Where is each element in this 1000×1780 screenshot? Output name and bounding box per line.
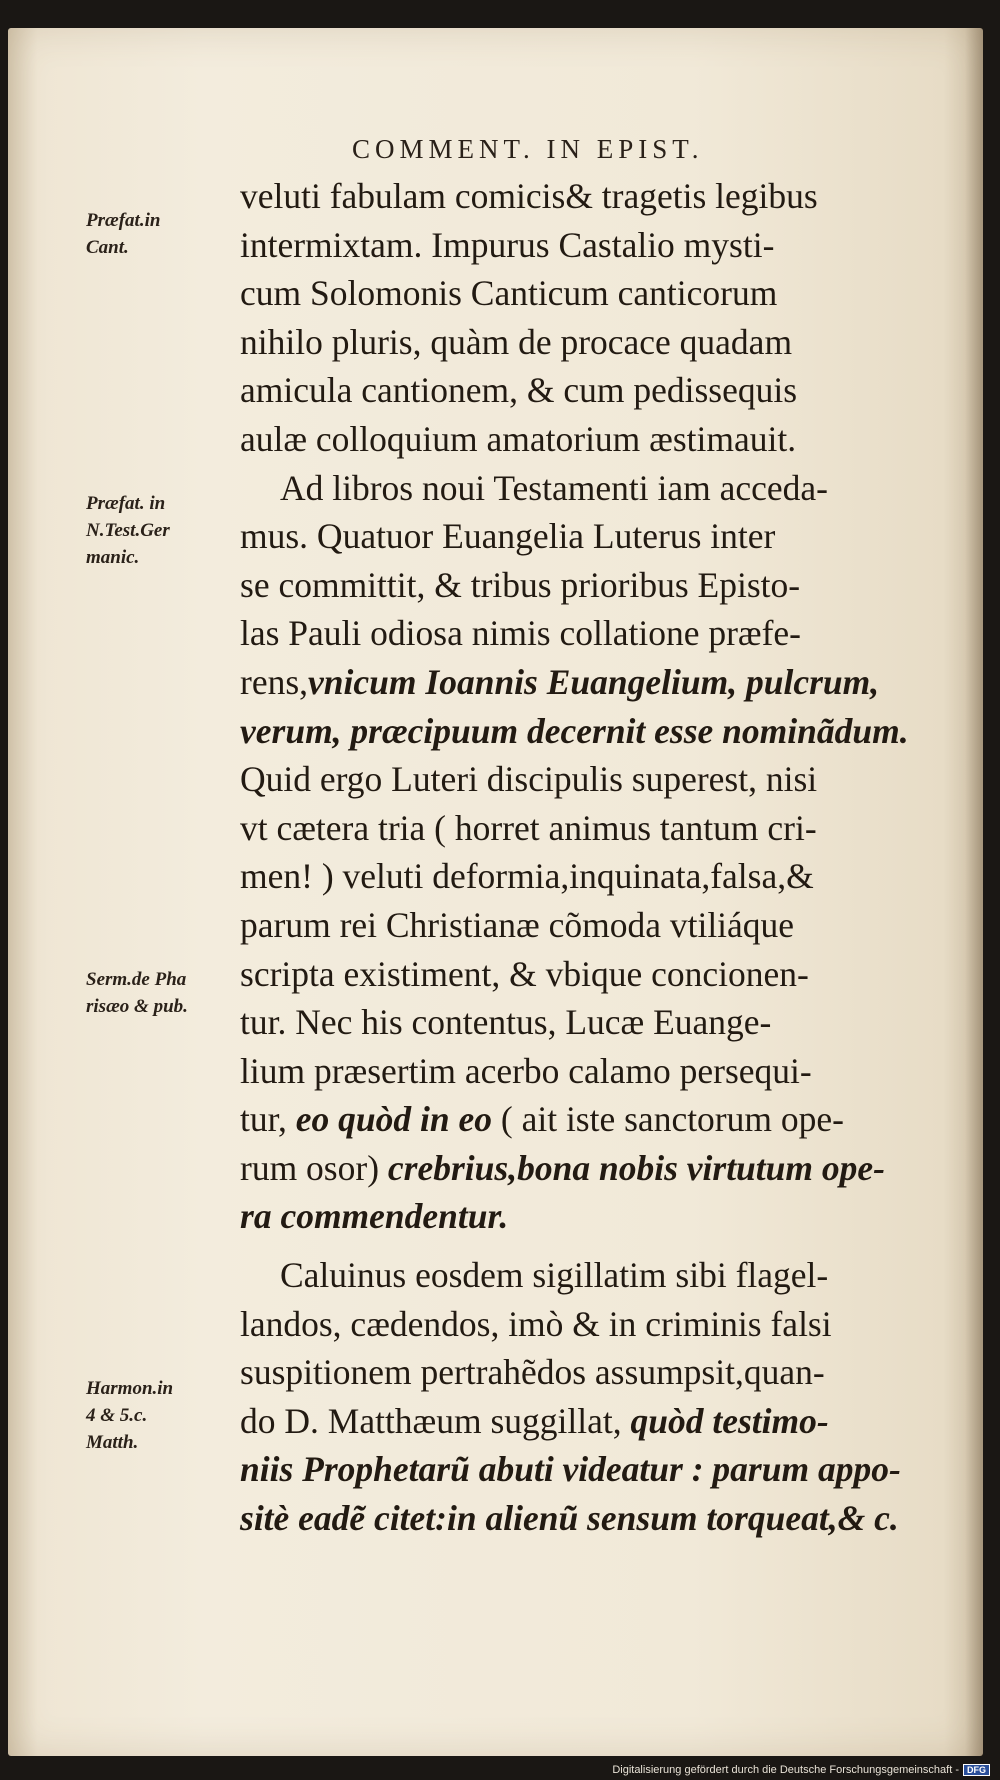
marginal-note: Serm.de Pha risæo & pub. xyxy=(86,969,188,1017)
text-line: scripta existiment, & vbique concionen- xyxy=(240,953,809,994)
marginal-note: Harmon.in 4 & 5.c. Matth. xyxy=(86,1378,174,1453)
text-run: tur, xyxy=(240,1099,296,1140)
text-line: tur. Nec his contentus, Lucæ Euange- xyxy=(240,1002,772,1043)
text-line: sitè eadẽ citet:in alienũ sensum torqueat,& c. xyxy=(240,1498,899,1539)
text-line xyxy=(240,1095,925,1144)
text-line: lium præsertim acerbo calamo persequi- xyxy=(240,1050,812,1091)
italic-run: eo quòd in eo xyxy=(295,1099,493,1140)
text-line: ra commendentur. xyxy=(240,1196,509,1237)
text-line: aulæ colloquium amatorium æstimauit. xyxy=(240,418,797,459)
text-line: nihilo pluris, quàm de procace quadam xyxy=(240,321,793,362)
text-run: rens, xyxy=(240,661,309,702)
italic-run: vnicum Ioannis Euangelium, pulcrum, xyxy=(308,661,880,702)
text-run: do D. Matthæum suggillat, xyxy=(240,1400,631,1441)
text-line: veluti fabulam comicis& tragetis legibus xyxy=(240,176,818,216)
main-text-block xyxy=(240,172,925,1543)
text-line: men! ) veluti deformia,inquinata,falsa,& xyxy=(240,856,814,897)
text-run: ( ait iste sanctorum ope- xyxy=(492,1099,844,1140)
text-line: parum rei Christianæ cõmoda vtiliáque xyxy=(240,904,795,945)
text-line xyxy=(240,1144,925,1193)
marginal-note: Præfat. in N.Test.Ger manic. xyxy=(86,493,170,568)
text-line: mus. Quatuor Euangelia Luterus inter xyxy=(240,516,776,557)
text-line: suspitionem pertrahẽdos assumpsit,quan- xyxy=(240,1352,825,1393)
text-line: cum Solomonis Canticum canticorum xyxy=(240,273,778,314)
text-line: vt cætera tria ( horret animus tantum cri- xyxy=(240,807,817,848)
text-line: Ad libros noui Testamenti iam acceda- xyxy=(280,467,828,508)
italic-run: quòd testimo- xyxy=(630,1400,829,1441)
text-line: se committit, & tribus prioribus Episto- xyxy=(240,564,801,605)
text-line: verum, præcipuum decernit esse nominãdum. xyxy=(240,710,909,751)
text-run: rum osor) xyxy=(240,1147,388,1188)
marginal-note: Præfat.in Cant. xyxy=(86,210,161,258)
running-header: COMMENT. IN EPIST. xyxy=(352,134,704,164)
italic-run: crebrius,bona nobis virtutum ope- xyxy=(387,1147,885,1188)
text-line: Quid ergo Luteri discipulis superest, nisi xyxy=(240,759,818,800)
credit-text: Digitalisierung gefördert durch die Deutsche Forschungsgemeinschaft - xyxy=(612,1764,959,1776)
digitization-credit xyxy=(612,1764,990,1776)
dfg-logo-icon: DFG xyxy=(963,1764,990,1776)
text-line: amicula cantionem, & cum pedissequis xyxy=(240,370,798,411)
paragraph-gap xyxy=(240,1241,925,1251)
text-line: niis Prophetarũ abuti videatur : parum appo- xyxy=(240,1449,901,1490)
text-line: las Pauli odiosa nimis collatione præfe- xyxy=(240,613,801,654)
text-line: Caluinus eosdem sigillatim sibi flagel- xyxy=(280,1255,829,1296)
text-line xyxy=(240,1397,925,1446)
text-line: landos, cædendos, imò & in criminis falsi xyxy=(240,1303,832,1344)
text-line: intermixtam. Impurus Castalio mysti- xyxy=(240,224,775,265)
page-edge-shadow xyxy=(965,28,983,1756)
text-line xyxy=(240,658,925,707)
